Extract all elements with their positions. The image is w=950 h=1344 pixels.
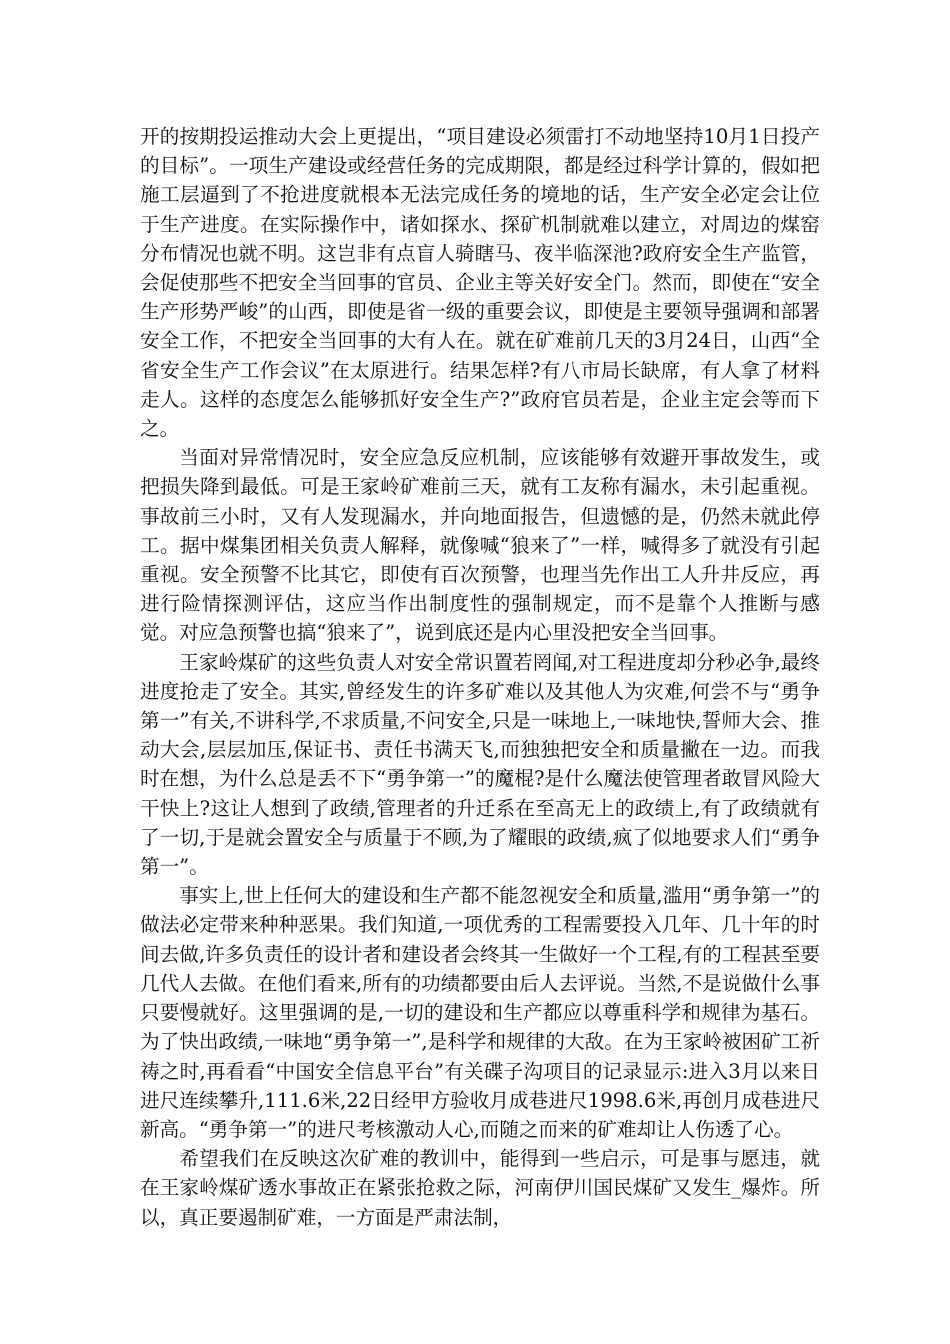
paragraph-3: 王家岭煤矿的这些负责人对安全常识置若罔闻,对工程进度却分秒必争,最终进度抢走了安全。其实,曾经发生的许多矿难以及其他人为灾难,何尝不与“勇争第一”有关,不讲科学,不求质量,不问安全,只是一味地上,一味地快,誓师大会、推动大会,层层加压,保证书、责任书满天飞,而独独把安全和质量撇在一边。而我时在想，为什么总是丢不下“勇争第一”的魔棍?是什么魔法使管理者敢冒风险大干快上?这让人想到了政绩,管理者的升迁系在至高无上的政绩上,有了政绩就有了一切,于是就会置安全与质量于不顾,为了耀眼的政绩,疯了似地要求人们“勇争第一”。 <box>140 650 820 879</box>
paragraph-4: 事实上,世上任何大的建设和生产都不能忽视安全和质量,滥用“勇争第一”的做法必定带来种种恶果。我们知道,一项优秀的工程需要投入几年、几十年的时间去做,许多负责任的设计者和建设者会终其一生做好一个工程,有的工程甚至要几代人去做。在他们看来,所有的功绩都要由后人去评说。当然,不是说做什么事只要慢就好。这里强调的是,一切的建设和生产都应以尊重科学和规律为基石。为了快出政绩,一味地“勇争第一”,是科学和规律的大敌。在为王家岭被困矿工祈祷之时,再看看“中国安全信息平台”有关碟子沟项目的记录显示:进入3月以来日进尺连续攀升,111.6米,22日经甲方验收月成巷进尺1998.6米,再创月成巷进尺新高。“勇争第一”的进尺考核激动人心,而随之而来的矿难却让人伤透了心。 <box>140 884 820 1141</box>
document-body <box>140 122 820 1232</box>
paragraph-5: 希望我们在反映这次矿难的教训中，能得到一些启示，可是事与愿违，就在王家岭煤矿透水事故正在紧张抢救之际，河南伊川国民煤矿又发生_爆炸。所以，真正要遏制矿难，一方面是严肃法制， <box>140 1147 820 1229</box>
paragraph-2: 当面对异常情况时，安全应急反应机制，应该能够有效避开事故发生，或把损失降到最低。可是王家岭矿难前三天，就有工友称有漏水，未引起重视。事故前三小时，又有人发现漏水，并向地面报告，但遗憾的是，仍然未就此停工。据中煤集团相关负责人解释，就像喊“狼来了”一样，喊得多了就没有引起重视。安全预警不比其它，即使有百次预警，也理当先作出工人升井反应，再进行险情探测评估，这应当作出制度性的强制规定，而不是靠个人推断与感觉。对应急预警也搞“狼来了”，说到底还是内心里没把安全当回事。 <box>140 446 820 645</box>
paragraph-1: 开的按期投运推动大会上更提出，“项目建设必须雷打不动地坚持10月1日投产的目标”。一项生产建设或经营任务的完成期限，都是经过科学计算的，假如把施工层逼到了不抢进度就根本无法完成任务的境地的话，生产安全必定会让位于生产进度。在实际操作中，诸如探水、探矿机制就难以建立，对周边的煤窑分布情况也就不明。这岂非有点盲人骑瞎马、夜半临深池?政府安全生产监管，会促使那些不把安全当回事的官员、企业主等关好安全门。然而，即使在“安全生产形势严峻”的山西，即使是省一级的重要会议，即使是主要领导强调和部署安全工作，不把安全当回事的大有人在。就在矿难前几天的3月24日，山西“全省安全生产工作会议”在太原进行。结果怎样?有八市局长缺席，有人拿了材料走人。这样的态度怎么能够抓好安全生产?”政府官员若是，企业主定会等而下之。 <box>140 125 820 441</box>
